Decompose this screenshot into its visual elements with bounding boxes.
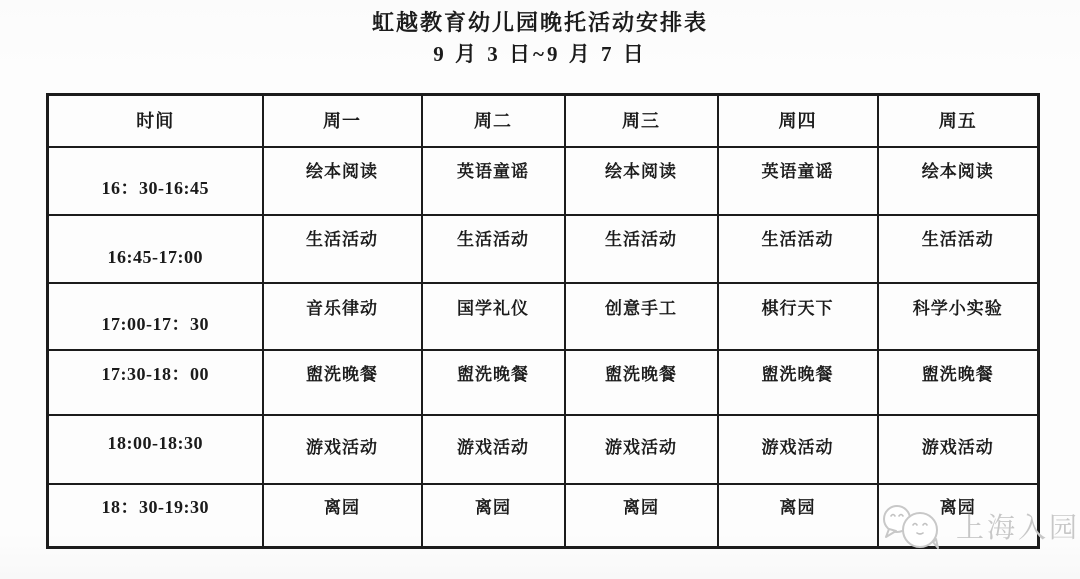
activity-cell: 游戏活动 (878, 415, 1039, 484)
activity-cell: 游戏活动 (263, 415, 422, 484)
table-row (48, 415, 1039, 484)
activity-cell: 盥洗晚餐 (718, 350, 878, 415)
activity-cell: 创意手工 (565, 283, 718, 350)
activity-cell: 绘本阅读 (263, 147, 422, 215)
activity-cell: 盥洗晚餐 (422, 350, 565, 415)
activity-cell: 离园 (422, 484, 565, 548)
watermark (876, 502, 1080, 550)
activity-cell: 棋行天下 (718, 283, 878, 350)
header-cell-time: 时间 (48, 95, 263, 147)
time-cell: 18：30-19:30 (48, 484, 263, 548)
activity-cell: 离园 (263, 484, 422, 548)
time-cell: 16:45-17:00 (48, 215, 263, 283)
activity-cell: 科学小实验 (878, 283, 1039, 350)
time-cell: 17:30-18：00 (48, 350, 263, 415)
activity-cell: 游戏活动 (565, 415, 718, 484)
activity-cell: 游戏活动 (422, 415, 565, 484)
header-row (48, 95, 1039, 147)
header-cell-wednesday: 周三 (565, 95, 718, 147)
activity-cell: 盥洗晚餐 (565, 350, 718, 415)
activity-cell: 生活活动 (422, 215, 565, 283)
activity-cell: 游戏活动 (718, 415, 878, 484)
activity-cell: 绘本阅读 (878, 147, 1039, 215)
activity-cell: 生活活动 (878, 215, 1039, 283)
date-range: 9 月 3 日~9 月 7 日 (433, 42, 647, 66)
activity-cell: 英语童谣 (422, 147, 565, 215)
header-cell-monday: 周一 (263, 95, 422, 147)
table-row (48, 147, 1039, 215)
activity-cell: 国学礼仪 (422, 283, 565, 350)
activity-cell: 生活活动 (718, 215, 878, 283)
table-row (48, 215, 1039, 283)
header-cell-thursday: 周四 (718, 95, 878, 147)
activity-cell: 生活活动 (263, 215, 422, 283)
schedule-table (46, 93, 1040, 549)
activity-cell: 音乐律动 (263, 283, 422, 350)
time-cell: 16：30-16:45 (48, 147, 263, 215)
activity-cell: 盥洗晚餐 (878, 350, 1039, 415)
activity-cell: 离园 (878, 484, 1039, 548)
header-cell-friday: 周五 (878, 95, 1039, 147)
header-cell-tuesday: 周二 (422, 95, 565, 147)
table-row (48, 283, 1039, 350)
page-title: 虹越教育幼儿园晚托活动安排表 (371, 10, 708, 35)
activity-cell: 盥洗晚餐 (263, 350, 422, 415)
time-cell: 18:00-18:30 (48, 415, 263, 484)
activity-cell: 绘本阅读 (565, 147, 718, 215)
time-cell: 17:00-17：30 (48, 283, 263, 350)
table-row (48, 350, 1039, 415)
activity-cell: 英语童谣 (718, 147, 878, 215)
chat-bubble-faces-logo-icon (876, 502, 954, 550)
watermark-label: 上海入园 (956, 513, 1080, 544)
activity-cell: 生活活动 (565, 215, 718, 283)
activity-cell: 离园 (718, 484, 878, 548)
activity-cell: 离园 (565, 484, 718, 548)
